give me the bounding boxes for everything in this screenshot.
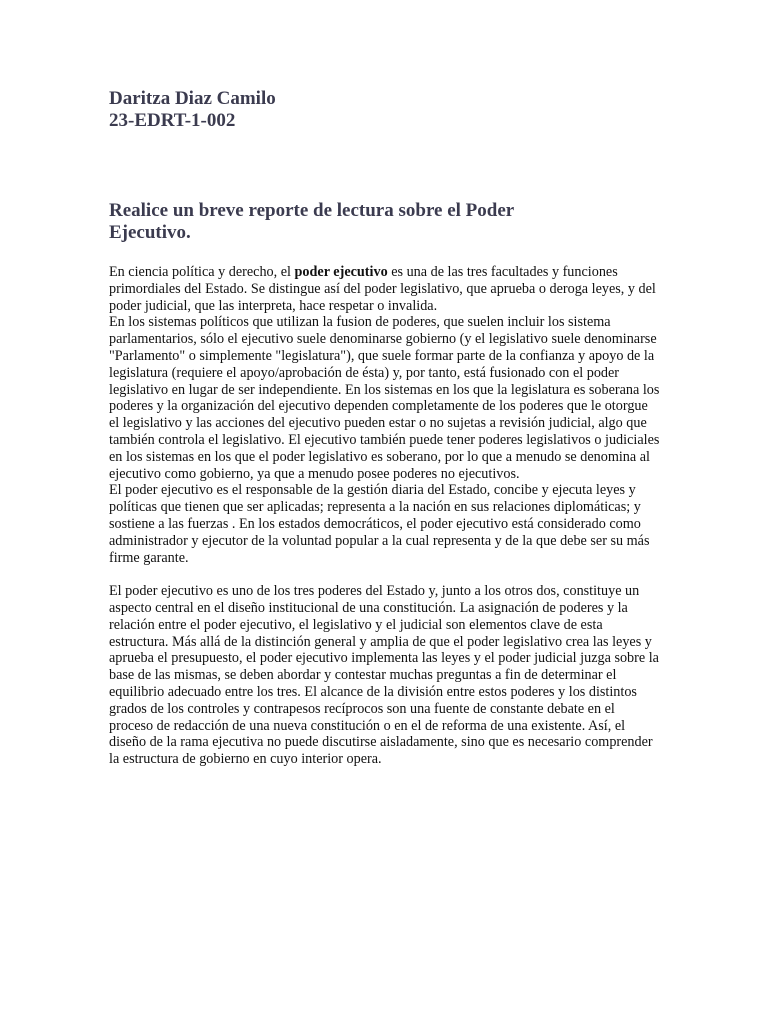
assignment-prompt-line2: Ejecutivo.: [109, 222, 191, 243]
assignment-prompt-line1: Realice un breve reporte de lectura sobre el Poder: [109, 200, 515, 221]
bold-term-poder-ejecutivo: poder ejecutivo: [294, 264, 388, 280]
document-content: [109, 88, 661, 768]
assignment-prompt: [109, 200, 661, 244]
paragraph-1-rest: es una de las tres facultades y funciones primordiales del Estado. Se distingue así del poder legislativo, que aprueba o deroga leyes, y del poder judicial, que las interpreta, hace respetar o invalida.: [109, 264, 656, 314]
report-body: [109, 264, 661, 768]
paragraph-1: [109, 264, 661, 314]
paragraph-4: El poder ejecutivo es uno de los tres poderes del Estado y, junto a los otros dos, constituye un aspecto central en el diseño institucional de una constitución. La asignación de poderes y la relación entre el poder ejecutivo, el legislativo y el judicial son elementos clave de esta estructura. Más allá de la distinción general y amplia de que el poder legislativo crea las leyes y aprueba el presupuesto, el poder ejecutivo implementa las leyes y el poder judicial juzga sobre la base de las mismas, se deben abordar y contestar muchas preguntas a fin de determinar el equilibrio adecuado entre los tres. El alcance de la división entre estos poderes y los distintos grados de los controles y contrapesos recíprocos son una fuente de constante debate en el proceso de redacción de una nueva constitución o en el de reforma de una existente. Así, el diseño de la rama ejecutiva no puede discutirse aisladamente, sino que es necesario comprender la estructura de gobierno en cuyo interior opera.: [109, 583, 659, 768]
paragraph-2: En los sistemas políticos que utilizan la fusion de poderes, que suelen incluir los sistema parlamentarios, sólo el ejecutivo suele denominarse gobierno (y el legislativo suele denominarse "Parlamento" o simplemente "legislatura"), que suele formar parte de la confianza y apoyo de la legislatura (requiere el apoyo/aprobación de ésta) y, por tanto, está fusionado con el poder legislativo en lugar de ser independiente. En los sistemas en los que la legislatura es soberana los poderes y la organización del ejecutivo dependen completamente de los poderes que le otorgue el legislativo y las acciones del ejecutivo pueden estar o no sujetas a revisión judicial, algo que también controla el legislativo. El ejecutivo también puede tener poderes legislativos o judiciales en los sistemas en los que el poder legislativo es soberano, por lo que a menudo se denomina al ejecutivo como gobierno, ya que a menudo posee poderes no ejecutivos.: [109, 314, 660, 482]
student-id: 23-EDRT-1-002: [109, 110, 236, 131]
paragraph-3: El poder ejecutivo es el responsable de la gestión diaria del Estado, concibe y ejecuta leyes y políticas que tienen que ser aplicadas; representa a la nación en sus relaciones diplomáticas; y sostiene a las fuerzas . En los estados democráticos, el poder ejecutivo está considerado como administrador y ejecutor de la voluntad popular a la cual representa y de la que debe ser su más firme garante.: [109, 482, 650, 566]
paragraph-1-intro: En ciencia política y derecho, el: [109, 264, 295, 280]
paragraph-spacer: [109, 566, 661, 583]
author-name: Daritza Diaz Camilo: [109, 88, 276, 109]
